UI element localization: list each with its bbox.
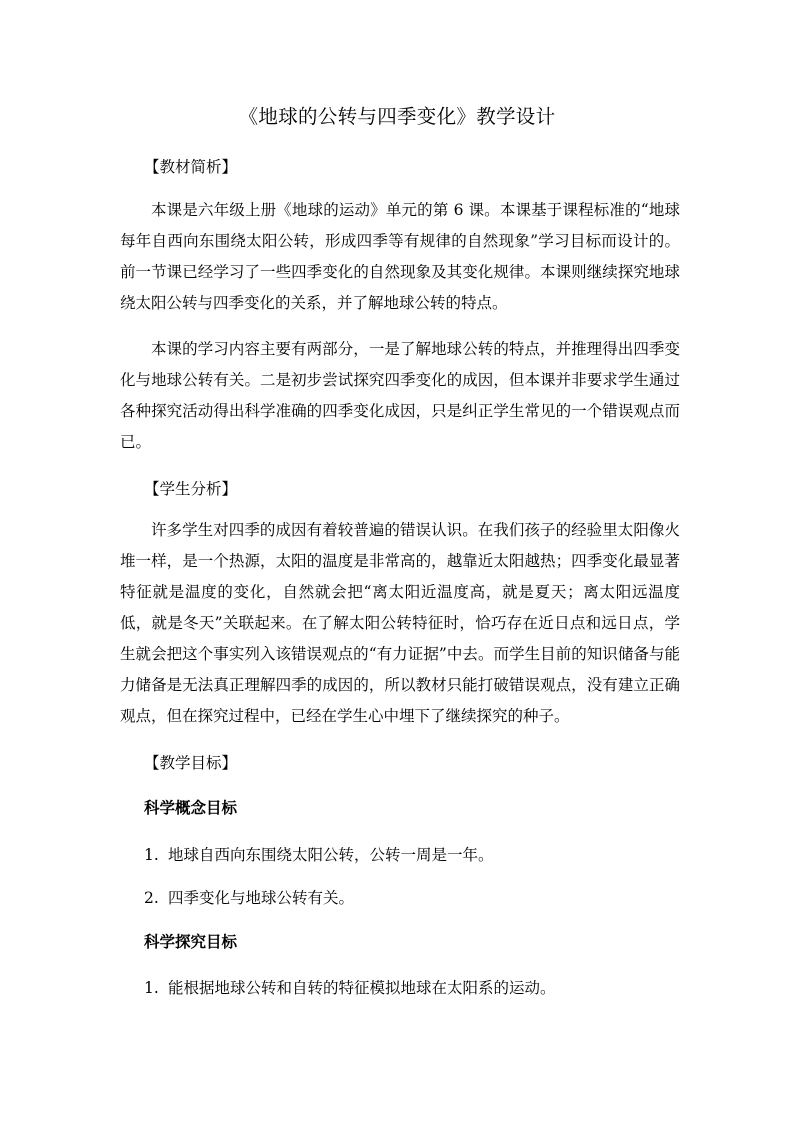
list-item-text: 能根据地球公转和自转的特征模拟地球在太阳系的运动。 [168,979,556,997]
section-heading-textbook-analysis: 【教材简析】 [144,158,238,176]
document-title: 《地球的公转与四季变化》教学设计 [238,105,556,128]
paragraph: 本课的学习内容主要有两部分，一是了解地球公转的特点，并推理得出四季变化与地球公转有关。二是初步尝试探究四季变化的成因，但本课并非要求学生通过各种探究活动得出科学准确的四季变化成因，只是纠正学生常见的一个错误观点而已。 [120,340,680,451]
list-item-number: 1. [144,979,159,997]
list-item [144,887,354,909]
list-item-number: 2. [144,889,159,907]
list-item-number: 1. [144,846,159,864]
paragraph: 本课是六年级上册《地球的运动》单元的第 6 课。本课基于课程标准的“地球每年自西向东围绕太阳公转，形成四季等有规律的自然现象”学习目标而设计的。前一节课已经学习了一些四季变化的自然现象及其变化规律。本课则继续探究地球绕太阳公转与四季变化的关系，并了解地球公转的特点。 [120,201,680,312]
subheading-inquiry-goals: 科学探究目标 [144,932,238,951]
list-item-text: 地球自西向东围绕太阳公转，公转一周是一年。 [168,846,494,864]
paragraph: 许多学生对四季的成因有着较普遍的错误认识。在我们孩子的经验里太阳像火堆一样，是一个热源，太阳的温度是非常高的，越靠近太阳越热；四季变化最显著特征就是温度的变化，自然就会把“离太阳近温度高，就是夏天；离太阳远温度低，就是冬天”关联起来。在了解太阳公转特征时，恰巧存在近日点和远日点，学生就会把这个事实列入该错误观点的“有力证据”中去。而学生目前的知识储备与能力储备是无法真正理解四季的成因的，所以教材只能打破错误观点，没有建立正确观点，但在探究过程中，已经在学生心中埋下了继续探究的种子。 [120,521,680,725]
subheading-concept-goals: 科学概念目标 [144,798,238,817]
section-heading-student-analysis: 【学生分析】 [144,480,238,498]
list-item-text: 四季变化与地球公转有关。 [168,889,355,907]
list-item [144,977,556,999]
section-heading-teaching-goals: 【教学目标】 [144,754,238,772]
list-item [144,844,494,866]
